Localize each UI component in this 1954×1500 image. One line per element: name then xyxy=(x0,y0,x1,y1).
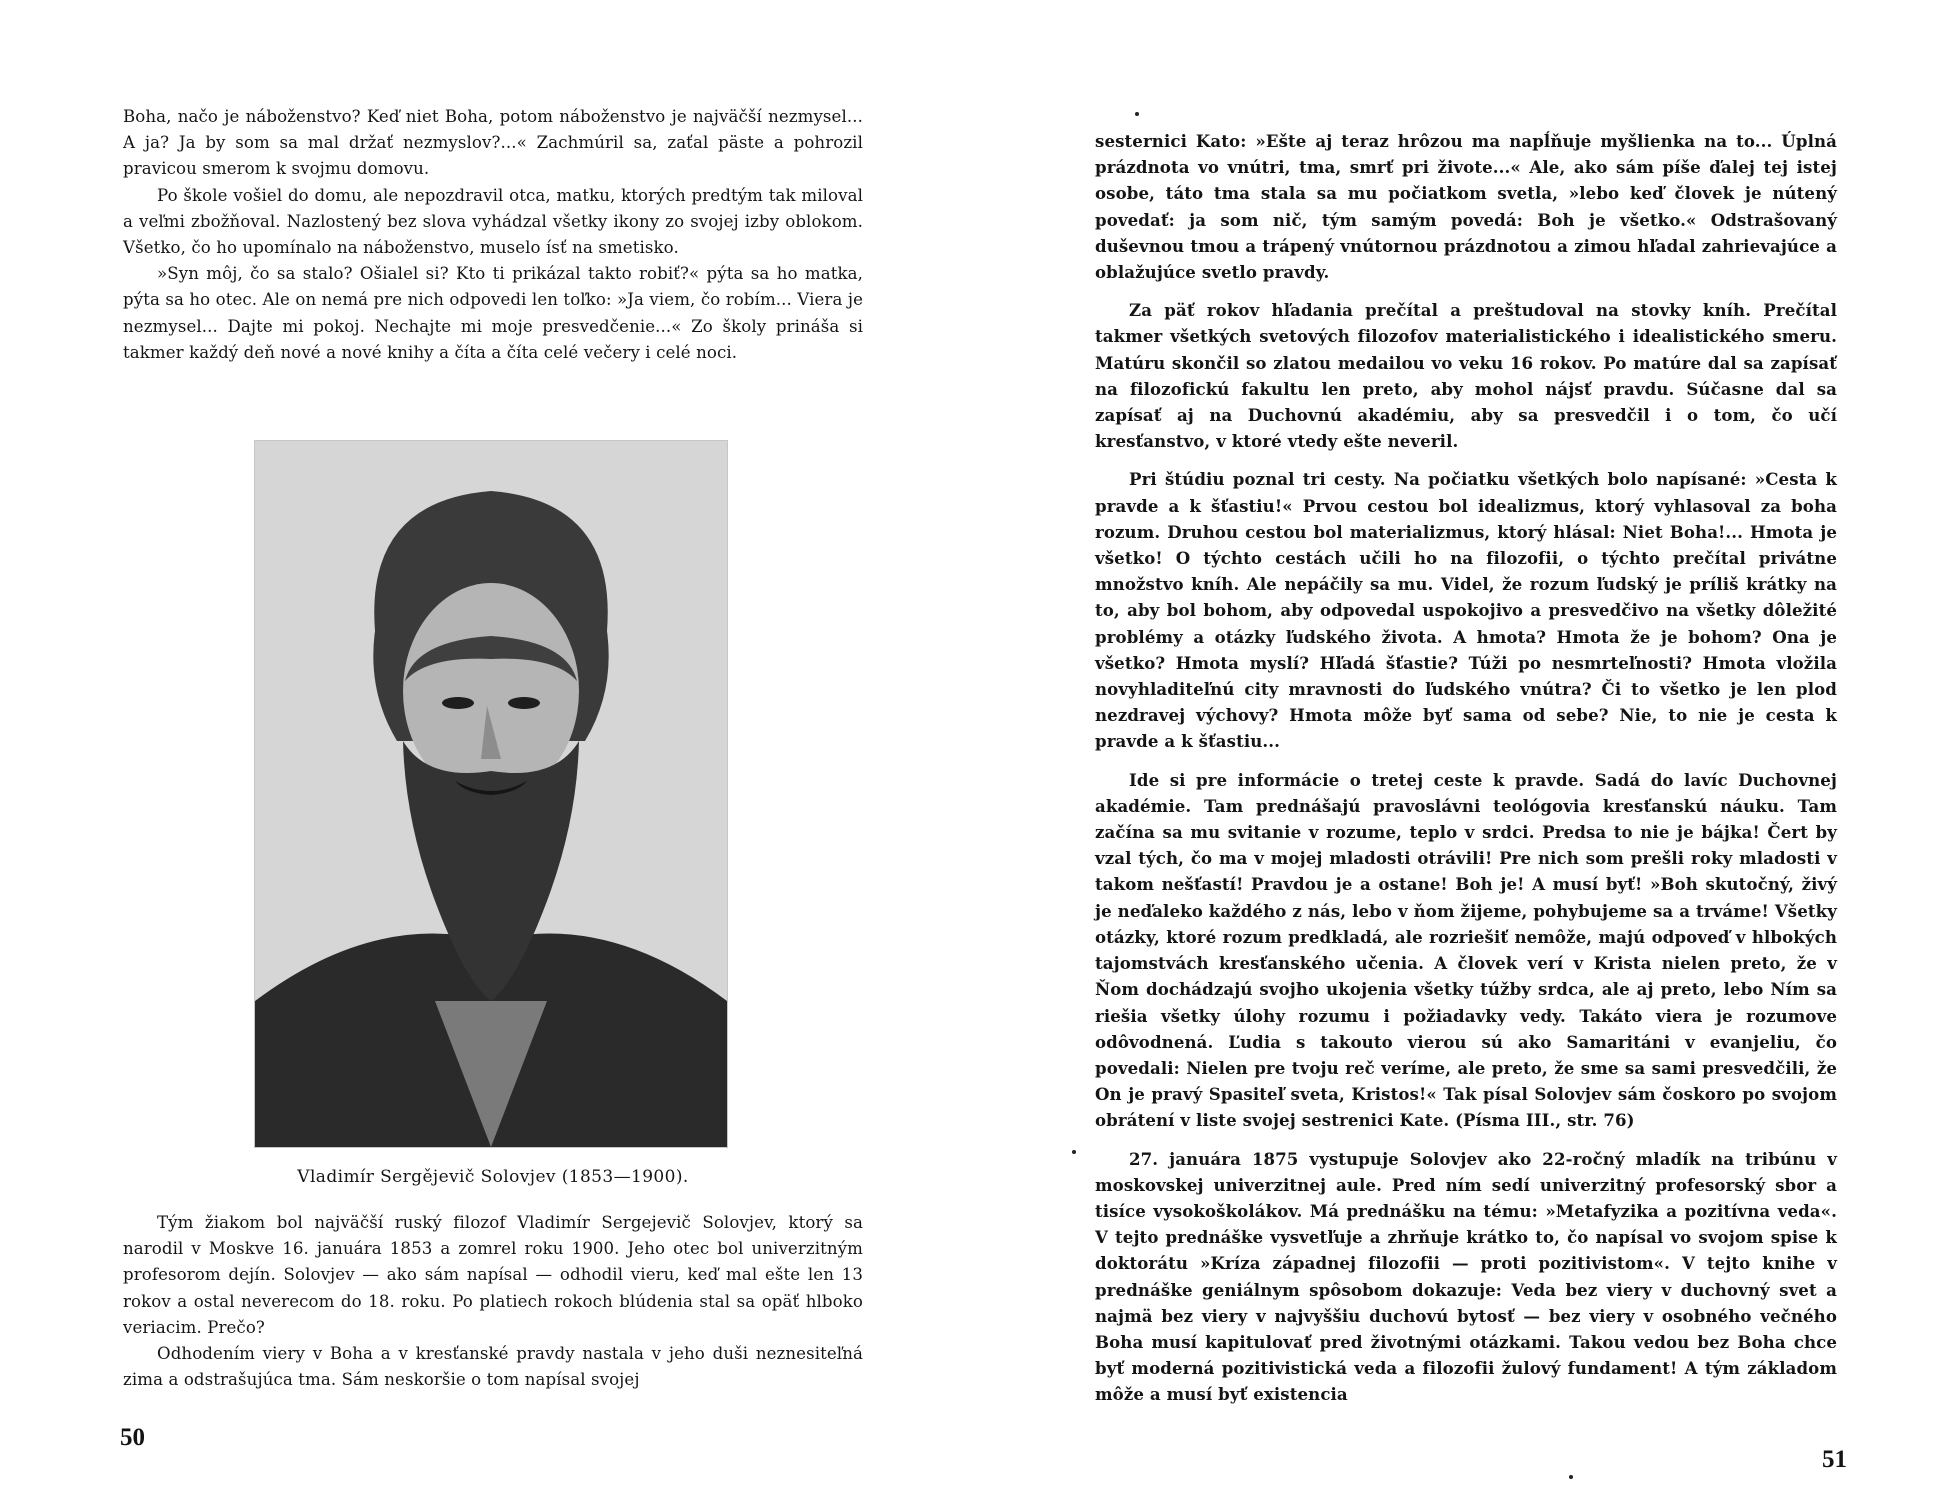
right-page xyxy=(977,0,1954,1500)
paragraph: Za päť rokov hľadania prečítal a preštudoval na stovky kníh. Prečítal takmer všetkých svetových filozofov materialistického i idealistického smeru. Matúru skončil so zlatou medailou vo veku 16 rokov. Po matúre dal sa zapísať na filozofickú fakultu len preto, aby mohol nájsť pravdu. Súčasne dal sa zapísať aj na Duchovnú akadémiu, aby sa presvedčil i o tom, čo učí kresťanstvo, v ktoré vtedy ešte neveril. xyxy=(1095,300,1837,452)
paragraph: Ide si pre informácie o tretej ceste k pravde. Sadá do lavíc Duchovnej akadémie. Tam prednášajú pravoslávni teológovia kresťanskú náuku. Tam začína sa mu svitanie v rozume, teplo v srdci. Predsa to nie je bájka! Čert by vzal tých, čo ma v mojej mladosti otrávili! Pre nich som prešli roky mladosti v takom nešťastí! Pravdou je a ostane! Boh je! A musí byť! »Boh skutočný, živý je neďaleko každého z nás, lebo v ňom žijeme, pohybujeme sa a trváme! Všetky otázky, ktoré rozum predkladá, ale rozriešiť nemôže, majú odpoveď v hlbokých tajomstvách kresťanského učenia. A človek verí v Krista nielen preto, že v Ňom dochádzajú svojho ukojenia všetky túžby srdca, ale aj preto, lebo Ním sa riešia všetky úlohy rozumu i požiadavky vedy. Takáto viera je rozumove odôvodnená. Ľudia s takouto vierou sú ako Samaritáni v evanjeliu, čo povedali: Nielen pre tvoju reč veríme, ale preto, že sme sa sami presvedčili, že On je pravý Spasiteľ sveta, Kristos!« Tak písal Solovjev sám čoskoro po svojom obrátení v liste svojej sestrenici Kate. (Písma III., str. 76) xyxy=(1095,769,1837,1131)
page-number-left: 50 xyxy=(120,1424,145,1451)
paragraph: Pri štúdiu poznal tri cesty. Na počiatku všetkých bolo napísané: »Cesta k pravde a k šťastiu!« Prvou cestou bol idealizmus, ktorý vyhlasoval za boha rozum. Druhou cestou bol materializmus, ktorý hlásal: Niet Boha!... Hmota je všetko! O týchto cestách učili ho na filozofii, o týchto prečítal privátne množstvo kníh. Ale nepáčily sa mu. Videl, že rozum ľudský je príliš krátky na to, aby bol bohom, aby odpovedal uspokojivo a presvedčivo na všetky dôležité problémy a otázky ľudského života. A hmota? Hmota že je bohom? Ona je všetko? Hmota myslí? Hľadá šťastie? Túži po nesmrteľnosti? Hmota vložila novyhladiteľnú city mravnosti do ľudského vnútra? Či to všetko je len plod nezdravej výchovy? Hmota môže byť sama od sebe? Nie, to nie je cesta k pravde a k šťastiu... xyxy=(1095,469,1837,752)
paragraph: Boha, načo je náboženstvo? Keď niet Boha, potom náboženstvo je najväčší nezmysel... A ja? Ja by som sa mal držať nezmyslov?...« Zachmúril sa, zaťal päste a pohrozil pravicou smerom k svojmu domovu. xyxy=(123,107,863,179)
print-speck xyxy=(1569,1475,1573,1479)
left-top-text xyxy=(123,104,863,366)
photo-caption: Vladimír Sergějevič Solovjev (1853—1900). xyxy=(297,1167,689,1187)
print-speck xyxy=(1135,112,1139,116)
paragraph: sesternici Kato: »Ešte aj teraz hrôzou ma napĺňuje myšlienka na to... Úplná prázdnota vo vnútri, tma, smrť pri živote...« Ale, ako sám píše ďalej tej istej osobe, táto tma stala sa mu počiatkom svetla, »lebo keď človek je nútený povedať: ja som nič, tým samým povedá: Boh je všetko.« Odstrašovaný duševnou tmou a trápený vnútornou prázdnotou a zimou hľadal zahrievajúce a oblažujúce svetlo pravdy. xyxy=(1095,131,1837,283)
portrait-photo xyxy=(254,440,728,1148)
portrait-illustration xyxy=(255,441,727,1147)
right-text xyxy=(1095,128,1837,1408)
paragraph: Po škole vošiel do domu, ale nepozdravil otca, matku, ktorých predtým tak miloval a veľmi zbožňoval. Nazlostený bez slova vyhádzal všetky ikony zo svojej izby oblokom. Všetko, čo ho upomínalo na náboženstvo, muselo ísť na smetisko. xyxy=(123,185,863,258)
paragraph: »Syn môj, čo sa stalo? Ošialel si? Kto ti prikázal takto robiť?« pýta sa ho matka, pýta sa ho otec. Ale on nemá pre nich odpovedi len toľko: »Ja viem, čo robím... Viera je nezmysel... Dajte mi pokoj. Nechajte mi moje presvedčenie...« Zo školy prináša si takmer každý deň nové a nové knihy a číta a číta celé večery i celé noci. xyxy=(123,264,863,362)
paragraph: Odhodením viery v Boha a v kresťanské pravdy nastala v jeho duši neznesiteľná zima a odstrašujúca tma. Sám neskoršie o tom napísal svojej xyxy=(123,1344,863,1390)
left-bottom-text xyxy=(123,1210,863,1393)
paragraph: Tým žiakom bol najväčší ruský filozof Vladimír Sergejevič Solovjev, ktorý sa narodil v Moskve 16. januára 1853 a zomrel roku 1900. Jeho otec bol univerzitným profesorom dejín. Solovjev — ako sám napísal — odhodil vieru, keď mal ešte len 13 rokov a ostal neverecom do 18. roku. Po platiech rokoch blúdenia stal sa opäť hlboko veriacim. Prečo? xyxy=(123,1213,863,1337)
page-number-right: 51 xyxy=(1822,1446,1847,1473)
print-speck xyxy=(1072,1150,1076,1154)
paragraph: 27. januára 1875 vystupuje Solovjev ako 22-ročný mladík na tribúnu v moskovskej univerzitnej aule. Pred ním sedí univerzitný profesorský sbor a tisíce vysokoškolákov. Má prednášku na tému: »Metafyzika a pozitívna veda«. V tejto prednáške vysvetľuje a zhrňuje krátko to, čo napísal vo svojom spise k doktorátu »Kríza západnej filozofii — proti pozitivistom«. V tejto knihe v prednáške geniálnym spôsobom dokazuje: Veda bez viery v duchovný svet a najmä bez viery v najvyššiu duchovú bytosť — bez viery v osobného večného Boha musí kapitulovať pred životnými otázkami. Takou vedou bez Boha chce byť moderná pozitivistická veda a filozofii žulový fundament! A tým základom môže a musí byť existencia xyxy=(1095,1148,1837,1405)
